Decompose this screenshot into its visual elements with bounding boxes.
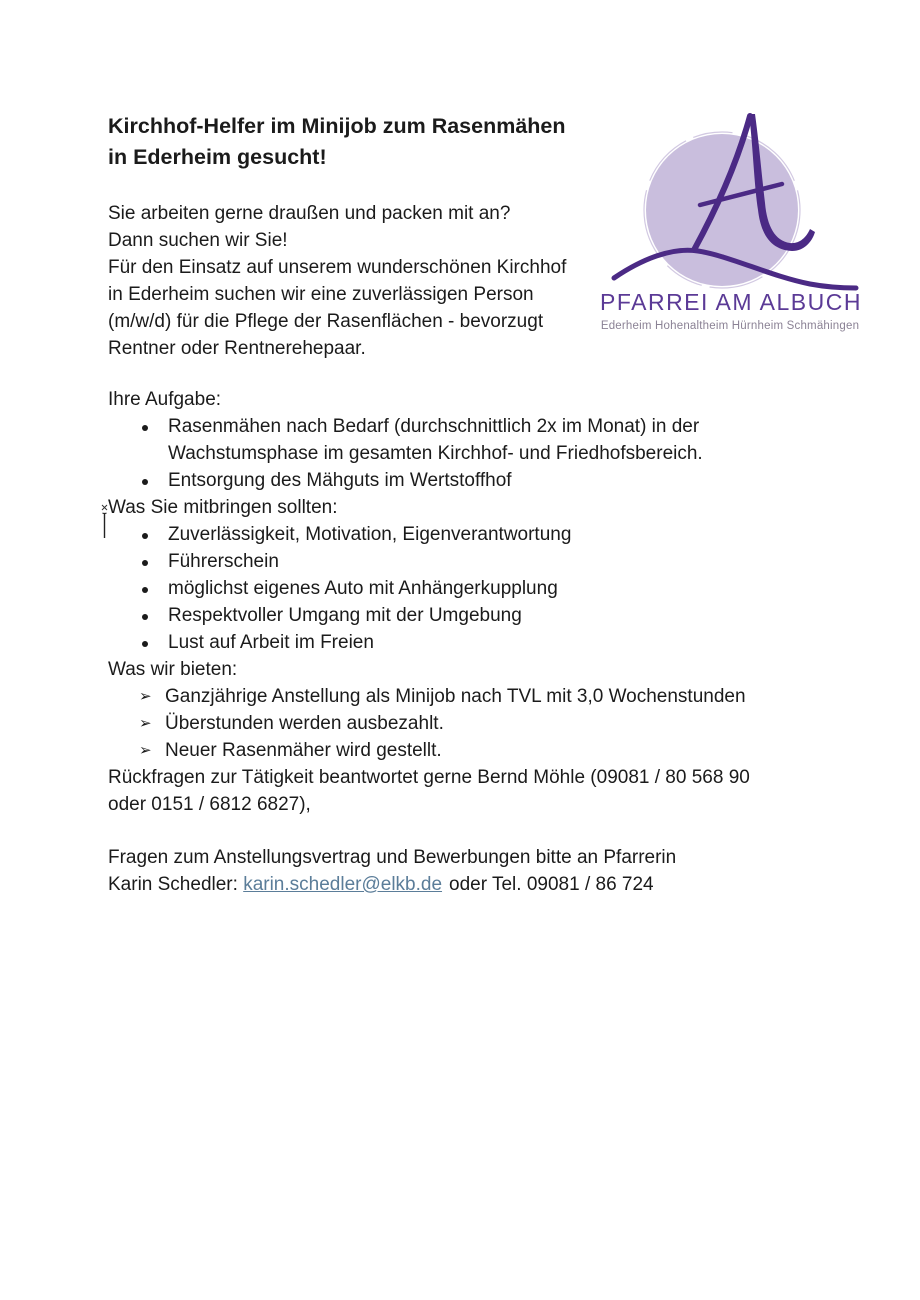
list-item xyxy=(108,548,898,575)
arrow-bullet-icon: ➢ xyxy=(139,715,152,732)
list-item xyxy=(108,413,898,467)
list-item xyxy=(108,575,898,602)
page-title xyxy=(108,111,898,173)
task-line: Entsorgung des Mähguts im Wertstoffhof xyxy=(168,470,512,491)
dot-bullet-icon xyxy=(142,560,148,566)
requirement-text: Lust auf Arbeit im Freien xyxy=(168,632,374,653)
dot-bullet-icon xyxy=(142,479,148,485)
dot-bullet-icon xyxy=(142,641,148,647)
contact-task-line: oder 0151 / 6812 6827), xyxy=(108,794,311,815)
requirement-text: Respektvoller Umgang mit der Umgebung xyxy=(168,605,522,626)
dot-bullet-icon xyxy=(142,533,148,539)
task-line: Wachstumsphase im gesamten Kirchhof- und Friedhofsbereich. xyxy=(168,443,703,464)
arrow-bullet-icon: ➢ xyxy=(139,742,152,759)
list-item xyxy=(108,467,898,494)
tasks-list xyxy=(108,413,898,494)
intro-line: Für den Einsatz auf unserem wunderschönen Kirchhof xyxy=(108,257,567,278)
offer-text: Ganzjährige Anstellung als Minijob nach TVL mit 3,0 Wochenstunden xyxy=(165,686,746,707)
tasks-heading: Ihre Aufgabe: xyxy=(108,389,222,410)
list-item-text xyxy=(168,413,703,467)
job-posting-document xyxy=(108,111,898,898)
contact-phone-label: oder Tel. 09081 / 86 724 xyxy=(449,874,654,895)
intro-line: Rentner oder Rentnerehepaar. xyxy=(108,338,366,359)
contact-task-line: Rückfragen zur Tätigkeit beantwortet gerne Bernd Möhle (09081 / 80 568 90 xyxy=(108,767,750,788)
logo-name: PFARREI AM ALBUCH xyxy=(600,289,862,315)
intro-line: Sie arbeiten gerne draußen und packen mit an? xyxy=(108,203,511,224)
list-item xyxy=(108,602,898,629)
dot-bullet-icon xyxy=(142,614,148,620)
intro-line: Dann suchen wir Sie! xyxy=(108,230,288,251)
page-title-line-1: Kirchhof-Helfer im Minijob zum Rasenmähen xyxy=(108,114,566,138)
page-title-line-2: in Ederheim gesucht! xyxy=(108,145,327,169)
requirement-text: möglichst eigenes Auto mit Anhängerkupplung xyxy=(168,578,558,599)
list-item xyxy=(108,521,898,548)
contact-application-paragraph xyxy=(108,844,898,898)
requirements-heading: Was Sie mitbringen sollten: xyxy=(108,497,338,518)
dot-bullet-icon xyxy=(142,425,148,431)
requirements-list xyxy=(108,521,898,656)
intro-paragraph xyxy=(108,200,898,362)
offers-heading: Was wir bieten: xyxy=(108,659,238,680)
arrow-bullet-icon: ➢ xyxy=(139,688,152,705)
contact-application-line: Fragen zum Anstellungsvertrag und Bewerbungen bitte an Pfarrerin xyxy=(108,847,677,868)
contact-task-paragraph xyxy=(108,764,898,818)
offers-list xyxy=(108,683,898,764)
email-link[interactable]: karin.schedler@elkb.de xyxy=(243,874,443,895)
requirement-text: Zuverlässigkeit, Motivation, Eigenverantwortung xyxy=(168,524,572,545)
list-item xyxy=(108,683,898,710)
dot-bullet-icon xyxy=(142,587,148,593)
offer-text: Neuer Rasenmäher wird gestellt. xyxy=(165,740,442,761)
offer-text: Überstunden werden ausbezahlt. xyxy=(165,713,444,734)
list-item xyxy=(108,629,898,656)
contact-application-line xyxy=(108,871,898,898)
intro-line: in Ederheim suchen wir eine zuverlässigen Person xyxy=(108,284,534,305)
requirement-text: Führerschein xyxy=(168,551,279,572)
logo-subtitle: Ederheim Hohenaltheim Hürnheim Schmähingen xyxy=(600,320,860,332)
intro-line: (m/w/d) für die Pflege der Rasenflächen - bevorzugt xyxy=(108,311,544,332)
list-item xyxy=(108,737,898,764)
list-item xyxy=(108,710,898,737)
task-line: Rasenmähen nach Bedarf (durchschnittlich 2x im Monat) in der xyxy=(168,416,700,437)
contact-name-label: Karin Schedler: xyxy=(108,874,244,895)
